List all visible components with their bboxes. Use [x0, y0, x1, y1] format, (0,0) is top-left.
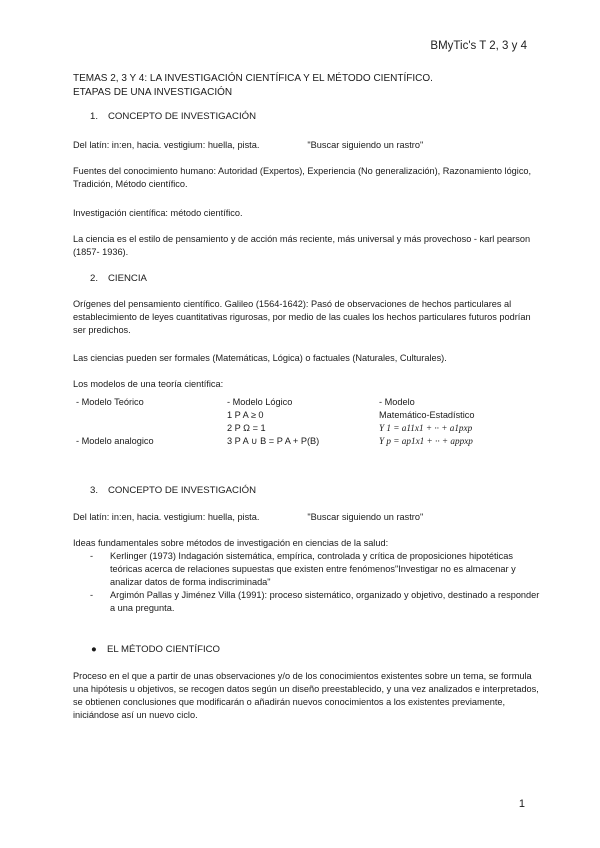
model-logico: - Modelo Lógico — [227, 397, 293, 407]
section-3-title: CONCEPTO DE INVESTIGACIÓN — [108, 485, 257, 496]
bullet-icon: ● — [91, 644, 97, 655]
section-1-number: 1. — [90, 111, 99, 122]
modelos-intro: Los modelos de una teoría científica: — [73, 379, 224, 389]
dash-marker: - — [90, 551, 94, 561]
document-title — [73, 72, 533, 100]
section-3-heading — [73, 484, 533, 497]
section-2-title: CIENCIA — [108, 273, 147, 284]
definition-quote: "Buscar siguiendo un rastro" — [307, 140, 424, 150]
running-header: BMyTic's T 2, 3 y 4 — [430, 40, 527, 52]
section-3-number: 3. — [90, 485, 99, 496]
ciencias-paragraph: Las ciencias pueden ser formales (Matemáticas, Lógica) o factuales (Naturales, Culturales). — [73, 353, 447, 363]
investigacion-paragraph: Investigación científica: método científico. — [73, 208, 243, 218]
section-1-title: CONCEPTO DE INVESTIGACIÓN — [108, 111, 257, 122]
formula-1: Y 1 = a11x1 + ·· + a1pxp — [379, 423, 473, 433]
formula-2: Y p = ap1x1 + ·· + appxp — [379, 436, 473, 446]
metodo-title: EL MÉTODO CIENTÍFICO — [107, 644, 221, 655]
ciencia-definition-paragraph: La ciencia es el estilo de pensamiento y de acción más reciente, más universal y más provechoso - karl pearson (1857- 1936). — [73, 234, 531, 257]
fuentes-paragraph: Fuentes del conocimiento humano: Autoridad (Expertos), Experiencia (No generalización), Razonamiento lógico, Tradición, Método científico. — [73, 166, 532, 189]
title-line-1: TEMAS 2, 3 Y 4: LA INVESTIGACIÓN CIENTÍFICA Y EL MÉTODO CIENTÍFICO. — [73, 73, 433, 84]
kerlinger-text: Kerlinger (1973) Indagación sistemática, empírica, controlada y crítica de proposiciones hipotéticas teóricas acerca de relaciones supuestas que existen entre fenómenos"Investigar no es almacenar y analizar datos de forma indiscriminada" — [110, 551, 516, 587]
title-line-2: ETAPAS DE UNA INVESTIGACIÓN — [73, 87, 233, 98]
fundamentales-intro: Ideas fundamentales sobre métodos de investigación en ciencias de la salud: — [73, 538, 389, 548]
proceso-paragraph: Proceso en el que a partir de unas observaciones y/o de los conocimientos existentes sobre un tema, se formula una hipótesis u objetivos, se recogen datos según un diseño preestablecido, y una vez analizados e interpretados, se obtienen conclusiones que modificarán o añadirán nuevos conocimientos a los existentes previamente, iniciándose así un nuevo ciclo. — [73, 671, 539, 720]
model-mat-1: - Modelo — [379, 397, 415, 407]
model-teorico: - Modelo Teórico — [76, 397, 144, 407]
definition-quote-2: "Buscar siguiendo un rastro" — [307, 512, 424, 522]
model-mat-2: Matemático-Estadístico — [379, 410, 475, 420]
definition-text-2: Del latín: in:en, hacia. vestigium: huella, pista. — [73, 512, 260, 522]
fundamentales-block — [73, 537, 543, 615]
argimon-text: Argimón Pallas y Jiménez Villa (1991): proceso sistemático, organizado y objetivo, destinado a responder a una pregunta. — [110, 590, 540, 613]
definition-line-2 — [73, 511, 533, 524]
section-1-heading — [73, 110, 533, 123]
origenes-paragraph: Orígenes del pensamiento científico. Galileo (1564-1642): Pasó de observaciones de hechos particulares al establecimiento de leyes cuantitativas rigurosas, por medio de las cuales los hechos particulares futuros podrían ser predichos. — [73, 299, 531, 335]
list-item — [73, 550, 543, 589]
definition-line-1 — [73, 139, 533, 152]
list-item — [73, 589, 543, 615]
logico-rule-3: 3 P A ∪ B = P A + P(B) — [227, 436, 320, 446]
dash-marker: - — [90, 590, 94, 600]
page-number: 1 — [518, 798, 525, 810]
metodo-heading — [73, 643, 533, 656]
authors-list — [73, 550, 543, 615]
definition-text: Del latín: in:en, hacia. vestigium: huella, pista. — [73, 140, 260, 150]
section-2-heading — [73, 272, 533, 285]
logico-rule-1: 1 P A ≥ 0 — [227, 410, 264, 420]
logico-rule-2: 2 P Ω = 1 — [227, 423, 266, 433]
section-2-number: 2. — [90, 273, 99, 284]
model-analogico: - Modelo analogico — [76, 436, 154, 446]
